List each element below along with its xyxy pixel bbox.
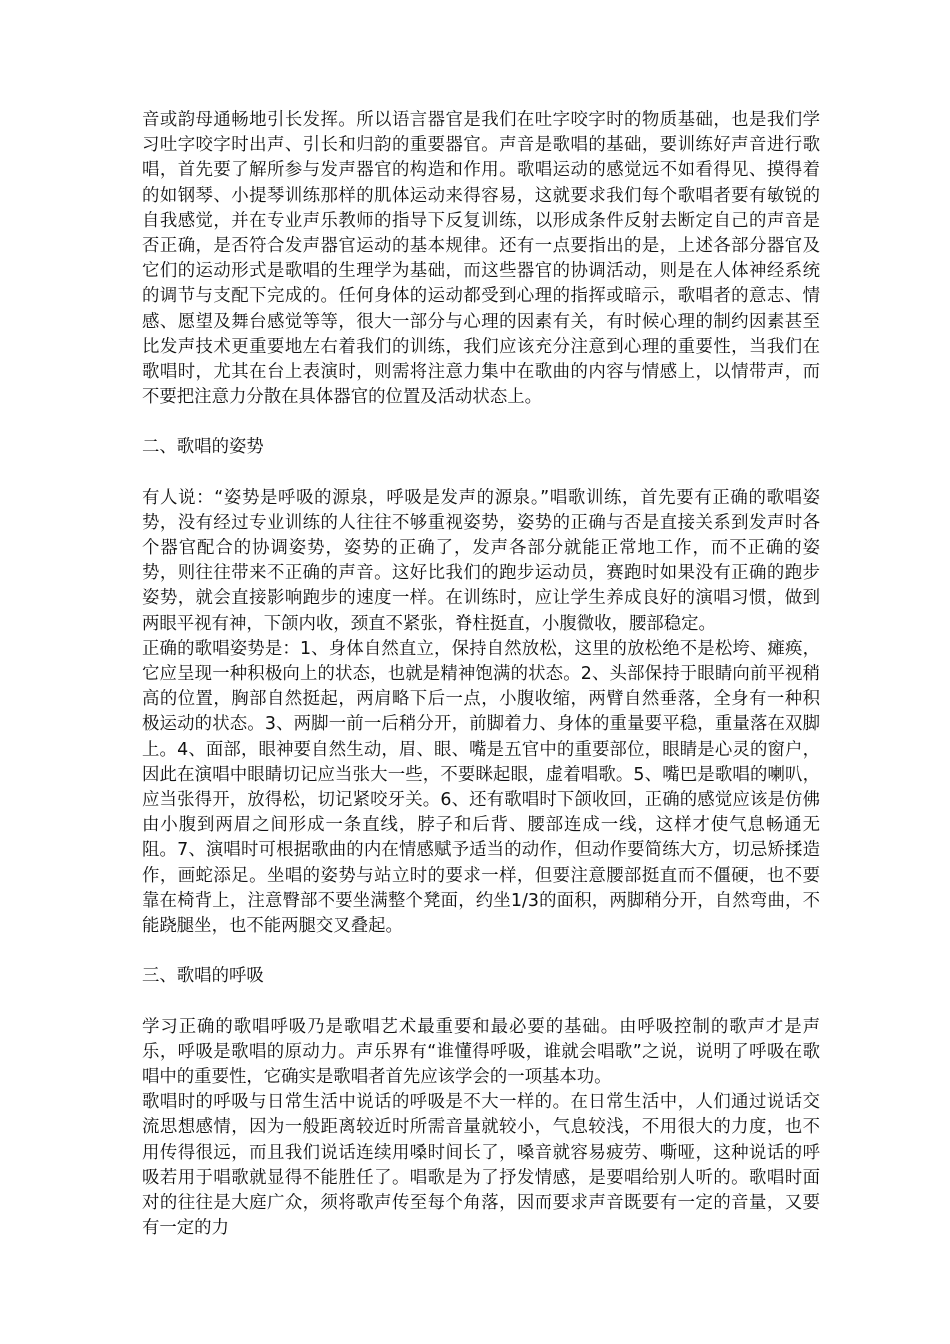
paragraph-breathing-intro: 学习正确的歌唱呼吸乃是歌唱艺术最重要和最必要的基础。由呼吸控制的歌声才是声乐，呼吸是歌唱的原动力。声乐界有“谁懂得呼吸，谁就会唱歌”之说，说明了呼吸在歌唱中的重要性，它确实是歌唱者首先应该学会的一项基本功。 — [142, 1016, 820, 1087]
paragraph-vocal-organs: 音或韵母通畅地引长发挥。所以语言器官是我们在吐字咬字时的物质基础，也是我们学习吐字咬字时出声、引长和归韵的重要器官。声音是歌唱的基础，要训练好声音进行歌唱，首先要了解所参与发声器官的构造和作用。歌唱运动的感觉远不如看得见、摸得着的如钢琴、小提琴训练那样的肌体运动来得容易，这就要求我们每个歌唱者要有敏锐的自我感觉，并在专业声乐教师的指导下反复训练，以形成条件反射去断定自己的声音是否正确，是否符合发声器官运动的基本规律。还有一点要指出的是，上述各部分器官及它们的运动形式是歌唱的生理学为基础，而这些器官的协调活动，则是在人体神经系统的调节与支配下完成的。任何身体的运动都受到心理的指挥或暗示，歌唱者的意志、情感、愿望及舞台感觉等等，很大一部分与心理的因素有关，有时候心理的制约因素甚至比发声技术更重要地左右着我们的训练，我们应该充分注意到心理的重要性，当我们在歌唱时，尤其在台上表演时，则需将注意力集中在歌曲的内容与情感上，以情带声，而不要把注意力分散在具体器官的位置及活动状态上。 — [142, 110, 820, 408]
paragraph-posture-details: 正确的歌唱姿势是：1、身体自然直立，保持自然放松，这里的放松绝不是松垮、瘫痪，它应呈现一种积极向上的状态，也就是精神饱满的状态。2、头部保持于眼睛向前平视稍高的位置，胸部自然挺起，两肩略下后一点，小腹收缩，两臂自然垂落，全身有一种积极运动的状态。3、两脚一前一后稍分开，前脚着力、身体的重量要平稳，重量落在双脚上。4、面部，眼神要自然生动，眉、眼、嘴是五官中的重要部位，眼睛是心灵的窗户，因此在演唱中眼睛切记应当张大一些，不要眯起眼，虚着唱歌。5、嘴巴是歌唱的喇叭，应当张得开，放得松，切记紧咬牙关。6、还有歌唱时下颌收回，正确的感觉应该是仿佛由小腹到两眉之间形成一条直线，脖子和后背、腰部连成一线，这样才使气息畅通无阻。7、演唱时可根据歌曲的内在情感赋予适当的动作，但动作要简练大方，切忌矫揉造作，画蛇添足。坐唱的姿势与站立时的要求一样，但要注意腰部挺直而不僵硬，也不要靠在椅背上，注意臀部不要坐满整个凳面，约坐1/3的面积，两脚稍分开，自然弯曲，不能跷腿坐，也不能两腿交叉叠起。 — [142, 638, 820, 937]
section-heading-posture: 二、歌唱的姿势 — [142, 437, 264, 458]
paragraph-breathing-comparison: 歌唱时的呼吸与日常生活中说话的呼吸是不大一样的。在日常生活中，人们通过说话交流思想感情，因为一般距离较近时所需音量就较小，气息较浅，不用很大的力度，也不用传得很远，而且我们说话连续用嗓时间长了，嗓音就容易疲劳、嘶哑，这种说话的呼吸若用于唱歌就显得不能胜任了。唱歌是为了抒发情感，是要唱给别人听的。歌唱时面对的往往是大庭广众，须将歌声传至每个角落，因而要求声音既要有一定的音量，又要有一定的力 — [142, 1092, 820, 1239]
document-body — [142, 108, 820, 1241]
paragraph-posture-intro: 有人说：“姿势是呼吸的源泉，呼吸是发声的源泉。”唱歌训练，首先要有正确的歌唱姿势，没有经过专业训练的人往往不够重视姿势，姿势的正确与否是直接关系到发声时各个器官配合的协调姿势，姿势的正确了，发声各部分就能正常地工作，而不正确的姿势，则往往带来不正确的声音。这好比我们的跑步运动员，赛跑时如果没有正确的跑步姿势，就会直接影响跑步的速度一样。在训练时，应让学生养成良好的演唱习惯，做到两眼平视有神，下颌内收，颈直不紧张，脊柱挺直，小腹微收，腰部稳定。 — [142, 487, 820, 634]
section-heading-breathing: 三、歌唱的呼吸 — [142, 966, 264, 987]
